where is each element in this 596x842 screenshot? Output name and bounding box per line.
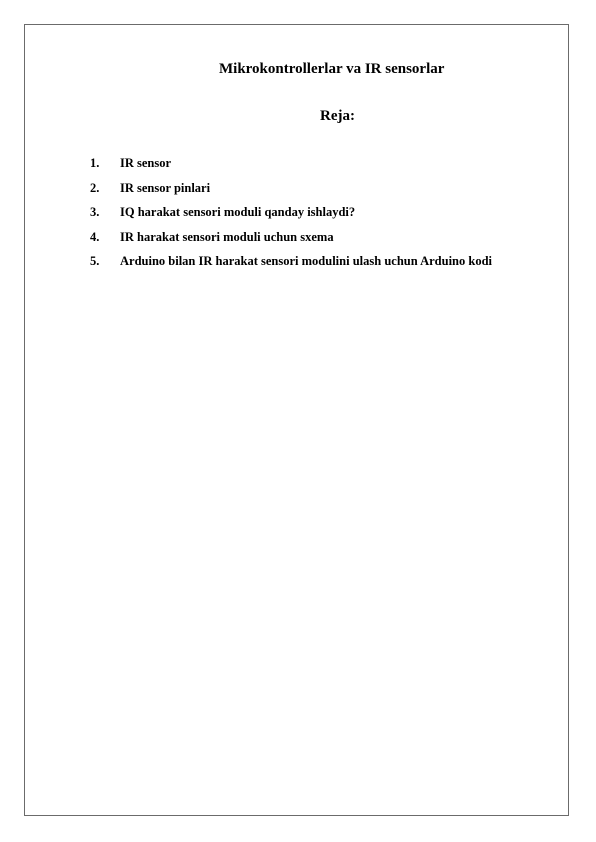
plan-item-number: 4.: [90, 229, 100, 244]
plan-item-text: IR sensor pinlari: [120, 180, 211, 195]
plan-item-number: 1.: [90, 156, 100, 170]
plan-item-4: [0, 229, 596, 254]
plan-item-2: [0, 180, 596, 205]
plan-item-3: [0, 204, 596, 229]
plan-item-text: IQ harakat sensori moduli qanday ishlaydi?: [120, 205, 356, 219]
plan-item-text: Arduino bilan IR harakat sensori modulini ulash uchun Arduino kodi: [120, 254, 493, 268]
plan-item-text: IR sensor: [120, 156, 172, 170]
plan-item-number: 3.: [90, 205, 100, 219]
plan-list: [0, 155, 596, 278]
plan-item-text: IR harakat sensori moduli uchun sxema: [120, 229, 334, 244]
plan-item-number: 2.: [90, 180, 100, 195]
plan-item-5: [0, 253, 596, 278]
plan-heading: Reja:: [320, 108, 355, 124]
plan-item-1: [0, 155, 596, 180]
page-border: [24, 24, 569, 816]
document-title: Mikrokontrollerlar va IR sensorlar: [219, 61, 445, 77]
plan-item-number: 5.: [90, 254, 100, 268]
